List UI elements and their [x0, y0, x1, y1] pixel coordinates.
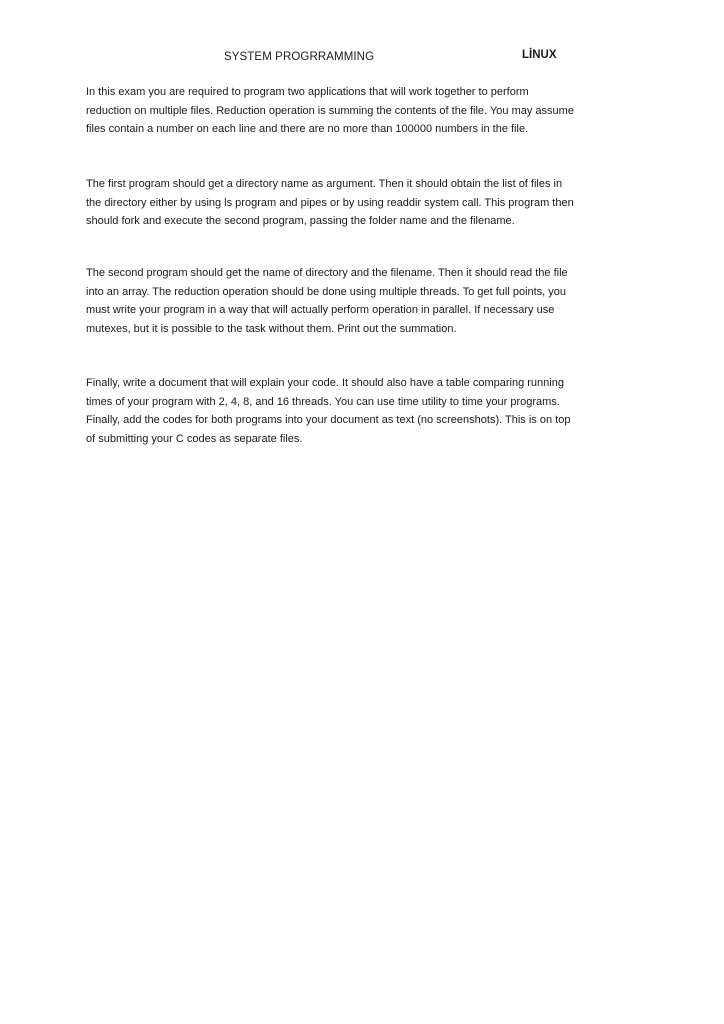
paragraph-line: The second program should get the name of directory and the filename. Then it should read the file — [86, 267, 568, 279]
paragraph-document — [86, 374, 646, 448]
paragraph-line: the directory either by using ls program and pipes or by using readdir system call. This program then — [86, 196, 574, 209]
paragraph-line: of submitting your C codes as separate files. — [86, 432, 303, 445]
document-title: SYSTEM PROGRRAMMING — [224, 51, 375, 63]
paragraph-line: Finally, write a document that will explain your code. It should also have a table comparing running — [86, 377, 564, 389]
paragraph-second-program — [86, 264, 646, 338]
paragraph-line: reduction on multiple files. Reduction operation is summing the contents of the file. You may assume — [86, 104, 574, 117]
paragraph-intro — [86, 83, 646, 139]
paragraph-line: In this exam you are required to program two applications that will work together to perform — [86, 86, 529, 98]
os-label: LİNUX — [522, 49, 557, 61]
paragraph-first-program — [86, 175, 646, 231]
paragraph-line: should fork and execute the second program, passing the folder name and the filename. — [86, 215, 515, 227]
paragraph-line: into an array. The reduction operation should be done using multiple threads. To get full points, you — [86, 285, 567, 298]
paragraph-line: times of your program with 2, 4, 8, and 16 threads. You can use time utility to time your programs. — [86, 395, 560, 408]
paragraph-line: mutexes, but it is possible to the task without them. Print out the summation. — [86, 322, 457, 335]
paragraph-line: The first program should get a directory name as argument. Then it should obtain the list of files in — [86, 178, 563, 190]
paragraph-line: Finally, add the codes for both programs into your document as text (no screenshots). This is on top — [86, 414, 571, 426]
paragraph-line: must write your program in a way that will actually perform operation in parallel. If necessary use — [86, 304, 555, 316]
paragraph-line: files contain a number on each line and there are no more than 100000 numbers in the file. — [86, 123, 529, 135]
